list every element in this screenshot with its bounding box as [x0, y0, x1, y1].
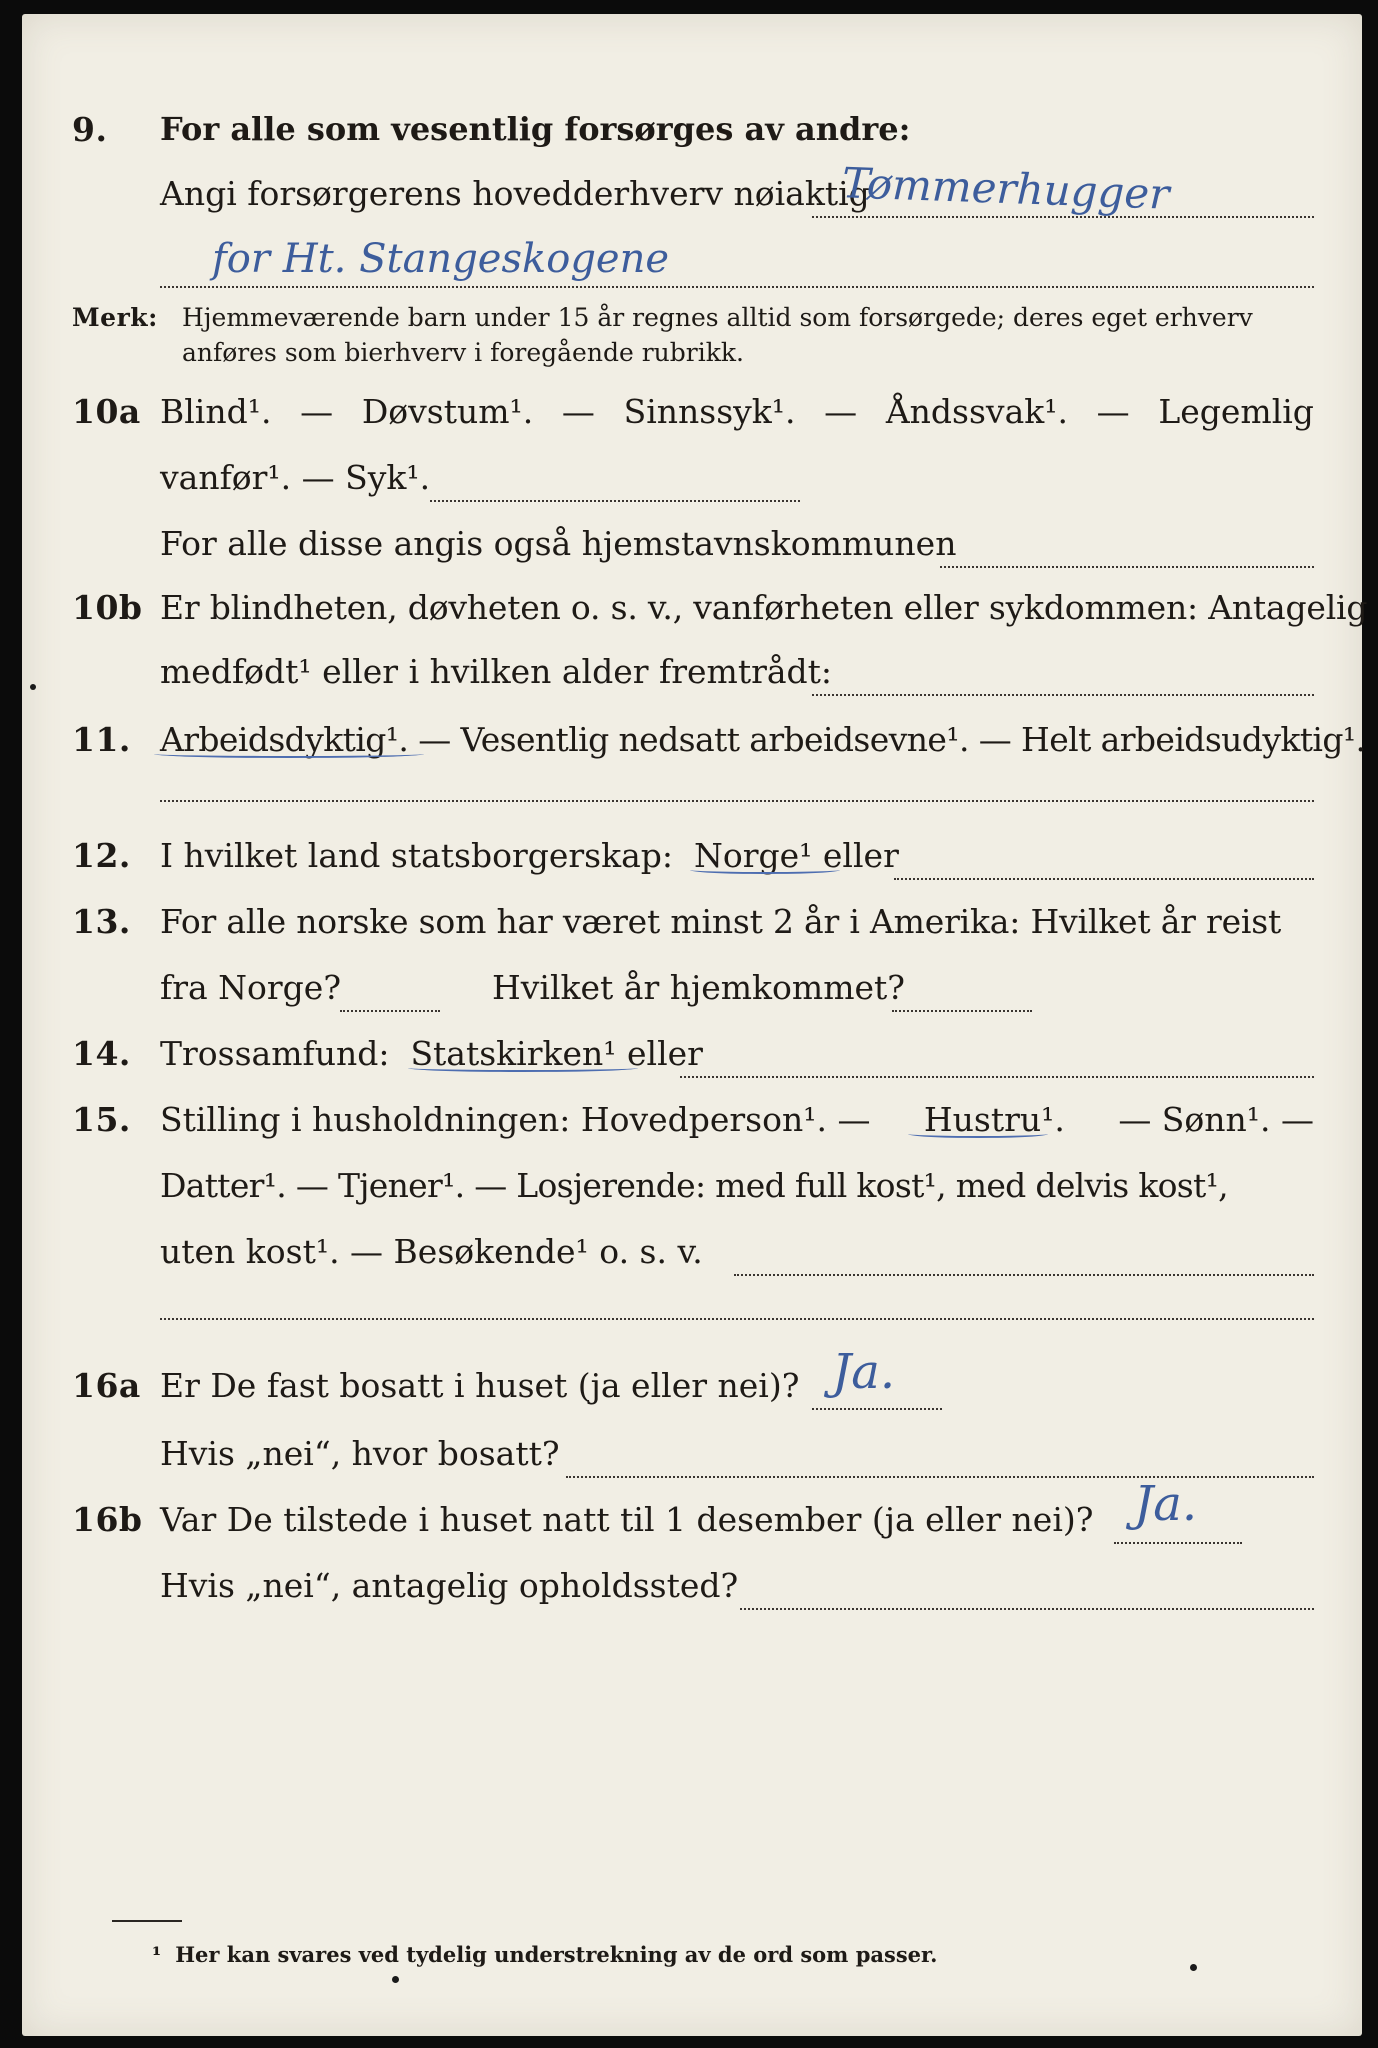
q9-heading-row [22, 110, 1362, 166]
q16a-answer-handwriting: Ja. [832, 1344, 896, 1400]
dash: — [824, 392, 858, 431]
q16b-line-2: Hvis „nei“, antagelig opholdssted? [160, 1566, 739, 1605]
q13-reist-line [340, 1010, 440, 1012]
q11-number: 11. [72, 720, 131, 759]
q9-number: 9. [72, 110, 108, 149]
q10a-opt-andssvak: Åndssvak¹. [885, 392, 1068, 431]
q10a-home-line [940, 566, 1314, 568]
q14-number: 14. [72, 1034, 131, 1073]
merk-note [22, 300, 1362, 374]
q15-opt-hustru: Hustru¹. [923, 1100, 1065, 1139]
footnote-rule [112, 1920, 182, 1922]
q14-underline-mark [408, 1064, 638, 1072]
q14-question: Trossamfund: [160, 1034, 390, 1073]
q14-answer-line [680, 1076, 1314, 1078]
q9-question: Angi forsørgerens hovedderhverv nøiaktig [160, 174, 870, 213]
q10a-row-2 [22, 458, 1362, 514]
q13-row-2 [22, 968, 1362, 1024]
speck [30, 684, 36, 690]
q15-line-1b: — Sønn¹. — [1118, 1100, 1314, 1139]
q9-answer-line [812, 216, 1314, 218]
footnote-text: Her kan svares ved tydelig understrekning av de ord som passer. [175, 1942, 938, 1967]
q11-opt-arbeidsdyktig: Arbeidsdyktig¹. [160, 720, 409, 759]
q16b-opholdssted-line [740, 1608, 1314, 1610]
q10a-line-3: For alle disse angis også hjemstavnskommunen [160, 524, 957, 563]
q15-row-3 [22, 1232, 1362, 1288]
q15-row-2 [22, 1166, 1362, 1222]
q10a-opt-blind: Blind¹. [160, 392, 272, 431]
q16a-bosatt-line [566, 1476, 1314, 1478]
q9-answer-handwriting-2: for Ht. Stangeskogene [212, 236, 670, 282]
q12-number: 12. [72, 836, 131, 875]
footnote-mark: ¹ [152, 1942, 162, 1967]
merk-label: Merk: [72, 303, 158, 332]
q13-line-1: For alle norske som har været minst 2 år i Amerika: Hvilket år reist [160, 902, 1282, 941]
q13-hjemkommet-line [892, 1010, 1032, 1012]
footnote [152, 1942, 937, 1967]
q11-opt-rest: — Vesentlig nedsatt arbeidsevne¹. — Helt arbeidsudyktig¹. [418, 720, 1366, 759]
merk-line-2: anføres som bierhverv i foregående rubrikk. [182, 338, 744, 367]
q13-hjemkommet-label: Hvilket år hjemkommet? [492, 968, 905, 1007]
q10b-row-1 [22, 588, 1368, 644]
q16a-line-2: Hvis „nei“, hvor bosatt? [160, 1434, 560, 1473]
q12-answer-line [894, 878, 1314, 880]
q10a-row-3 [22, 524, 1362, 580]
q11-row [22, 720, 1366, 776]
q15-line-3: uten kost¹. — Besøkende¹ o. s. v. [160, 1232, 703, 1271]
dash: — [561, 392, 595, 431]
q16a-line-1: Er De fast bosatt i huset (ja eller nei)? [160, 1366, 800, 1405]
q10a-line-2: vanfør¹. — Syk¹. [160, 458, 431, 497]
q10b-line-2: medfødt¹ eller i hvilken alder fremtrådt: [160, 652, 833, 691]
q10b-answer-line [812, 694, 1314, 696]
merk-line-1: Hjemmeværende barn under 15 år regnes alltid som forsørgede; deres eget erhverv [182, 303, 1253, 332]
q10a-opt-dovstum: Døvstum¹. [361, 392, 534, 431]
q10a-opt-sinnssyk: Sinnssyk¹. [623, 392, 796, 431]
q12-row [22, 836, 1362, 892]
dash: — [1096, 392, 1130, 431]
q15-line-1 [160, 1100, 1314, 1139]
q15-line-1a: Stilling i husholdningen: Hovedperson¹. — [160, 1100, 871, 1139]
q14-row [22, 1034, 1362, 1090]
q14-opt-statskirken: Statskirken¹ [410, 1034, 617, 1073]
q15-row-1 [22, 1100, 1362, 1156]
q12-eller: eller [822, 836, 899, 875]
q11-underline-mark [154, 750, 424, 758]
q11-answer-line [160, 800, 1314, 802]
q10a-answer-line [430, 500, 800, 502]
q12-question: I hvilket land statsborgerskap: [160, 836, 674, 875]
q10a-row-1 [22, 392, 1362, 448]
q12-opt-norge: Norge¹ [694, 836, 813, 875]
q10b-line-1: Er blindheten, døvheten o. s. v., vanførheten eller sykdommen: Antagelig [160, 588, 1368, 627]
q13-row-1 [22, 902, 1362, 958]
q10b-row-2 [22, 652, 1362, 708]
q9-answer-line-2 [160, 286, 1314, 288]
q10a-number: 10a [72, 392, 141, 431]
q9-heading: For alle som vesentlig forsørges av andre: [160, 110, 911, 148]
q10a-opt-legemlig: Legemlig [1158, 392, 1314, 431]
q12-underline-mark [690, 866, 840, 874]
q16a-number: 16a [72, 1366, 141, 1405]
q15-answer-line-2 [160, 1318, 1314, 1320]
census-form-page [22, 14, 1368, 2036]
q10a-options [160, 392, 1314, 431]
q14-eller: eller [627, 1034, 703, 1073]
q13-reist-label: fra Norge? [160, 968, 342, 1007]
q16b-line-1: Var De tilstede i huset natt til 1 desember (ja eller nei)? [160, 1500, 1094, 1539]
q9-answer-handwriting-1: Tømmerhugger [841, 158, 1171, 219]
q16b-answer-line [1114, 1542, 1242, 1544]
speck [392, 1976, 399, 1983]
q15-number: 15. [72, 1100, 131, 1139]
q15-line-2: Datter¹. — Tjener¹. — Losjerende: med full kost¹, med delvis kost¹, [160, 1166, 1228, 1205]
q16b-row-2 [22, 1566, 1362, 1622]
dash: — [300, 392, 334, 431]
q13-number: 13. [72, 902, 131, 941]
q10b-number: 10b [72, 588, 143, 627]
q15-underline-mark [908, 1130, 1048, 1138]
q16b-answer-handwriting: Ja. [1134, 1476, 1198, 1532]
q16b-number: 16b [72, 1500, 143, 1539]
q16a-row-1 [22, 1366, 1362, 1422]
q15-answer-line [734, 1274, 1314, 1276]
q16a-answer-line [812, 1408, 942, 1410]
speck [1190, 1964, 1197, 1971]
